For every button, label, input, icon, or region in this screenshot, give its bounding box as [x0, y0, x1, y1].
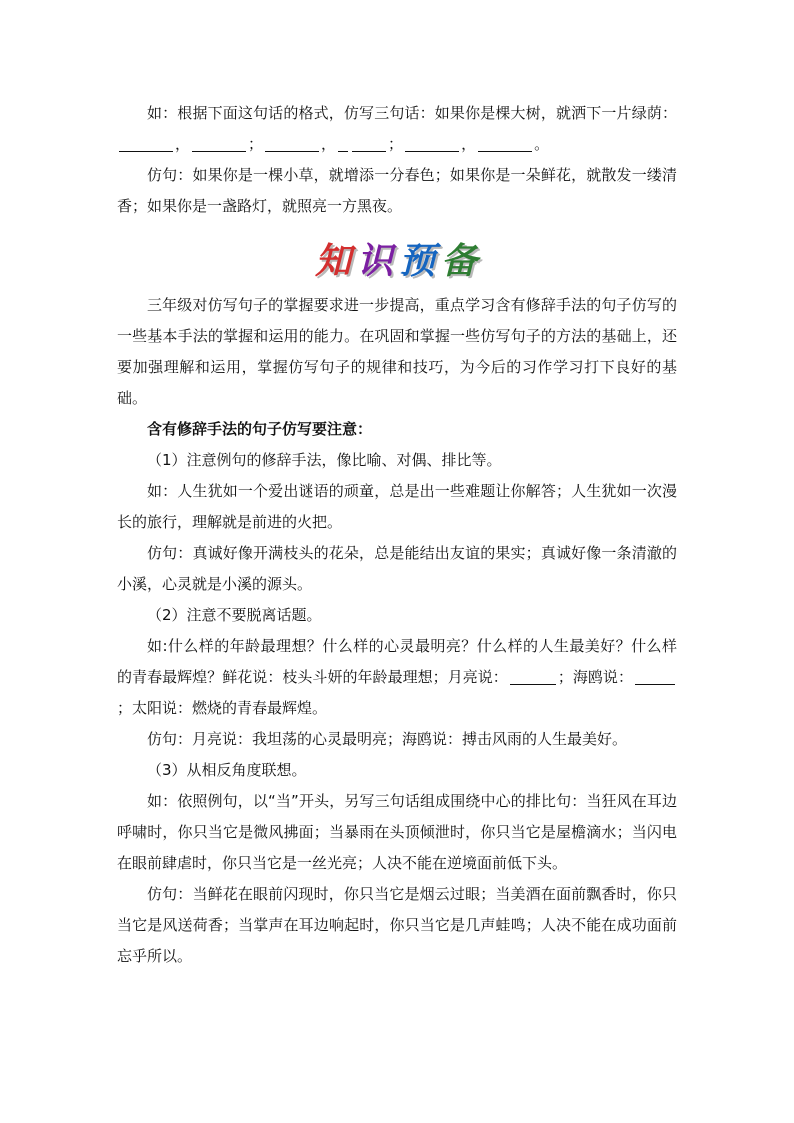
point-3-example: 如：依照例句，以“当”开头，另写三句话组成围绕中心的排比句：当狂风在耳边呼啸时，你只当它是微风拂面；当暴雨在头顶倾泄时，你只当它是屋檐滴水；当闪电在眼前肆虐时，你只当它是一丝光亮；人决不能在逆境面前低下头。	[117, 792, 677, 872]
fill-blank[interactable]	[192, 136, 246, 152]
punctuation: ，	[461, 135, 477, 153]
point-2-imitation: 仿句：月亮说：我坦荡的心灵最明亮；海鸥说：搏击风雨的人生最美好。	[147, 730, 628, 748]
point-3: （3）从相反角度联想。	[147, 761, 307, 779]
point-1-imitation: 仿句：真诚好像开满枝头的花朵，总是能结出友谊的果实；真诚好像一条清澈的小溪，心灵就是小溪的源头。	[117, 544, 677, 593]
fill-blank[interactable]	[352, 136, 386, 152]
fill-blank[interactable]	[338, 136, 348, 152]
point-2-example-text: ；太阳说：燃烧的青春最辉煌。	[117, 699, 328, 717]
heading-char: 识	[356, 239, 395, 282]
intro-paragraph: 三年级对仿写句子的掌握要求进一步提高，重点学习含有修辞手法的句子仿写的一些基本手法的掌握和运用的能力。在巩固和掌握一些仿写句子的方法的基础上，还要加强理解和运用，掌握仿写句子的规律和技巧，为今后的习作学习打下良好的基础。	[117, 296, 677, 407]
point-2-example-text: ；海鸥说：	[557, 668, 633, 686]
point-1-example: 如：人生犹如一个爱出谜语的顽童，总是出一些难题让你解答；人生犹如一次漫长的旅行，理解就是前进的火把。	[117, 482, 677, 531]
subtitle: 含有修辞手法的句子仿写要注意：	[147, 420, 373, 438]
example-imitation: 仿句：如果你是一棵小草，就增添一分春色；如果你是一朵鲜花，就散发一缕清香；如果你是一盏路灯，就照亮一方黑夜。	[117, 166, 677, 215]
fill-blank[interactable]	[119, 136, 173, 152]
punctuation: ；	[388, 135, 404, 153]
point-2-example-text: 如:什么样的年龄最理想？什么样的心灵最明亮？什么样的人生最美好？什么样的青春最辉煌？鲜花说：枝头斗妍的年龄最理想；月亮说：	[117, 637, 677, 686]
point-2-example	[117, 631, 677, 724]
punctuation: 。	[534, 135, 550, 153]
example-prompt-text: 如：根据下面这句话的格式，仿写三句话：如果你是棵大树，就洒下一片绿荫：	[147, 104, 677, 122]
example-paragraph	[117, 98, 677, 160]
fill-blank[interactable]	[510, 669, 556, 685]
knowledge-prep-title	[315, 233, 479, 284]
fill-blank[interactable]	[478, 136, 532, 152]
punctuation: ，	[321, 135, 337, 153]
heading-char: 备	[441, 239, 480, 282]
point-1: （1）注意例句的修辞手法，像比喻、对偶、排比等。	[147, 451, 502, 469]
section-heading	[117, 228, 677, 288]
punctuation: ；	[248, 135, 264, 153]
document-page	[117, 98, 677, 972]
heading-char: 知	[314, 239, 353, 282]
fill-blank[interactable]	[635, 669, 675, 685]
punctuation: ，	[175, 135, 191, 153]
fill-blank[interactable]	[265, 136, 319, 152]
heading-char: 预	[399, 239, 438, 282]
point-2: （2）注意不要脱离话题。	[147, 606, 322, 624]
fill-blank[interactable]	[405, 136, 459, 152]
point-3-imitation: 仿句：当鲜花在眼前闪现时，你只当它是烟云过眼；当美酒在面前飘香时，你只当它是风送荷香；当掌声在耳边响起时，你只当它是几声蛙鸣；人决不能在成功面前忘乎所以。	[117, 885, 677, 965]
